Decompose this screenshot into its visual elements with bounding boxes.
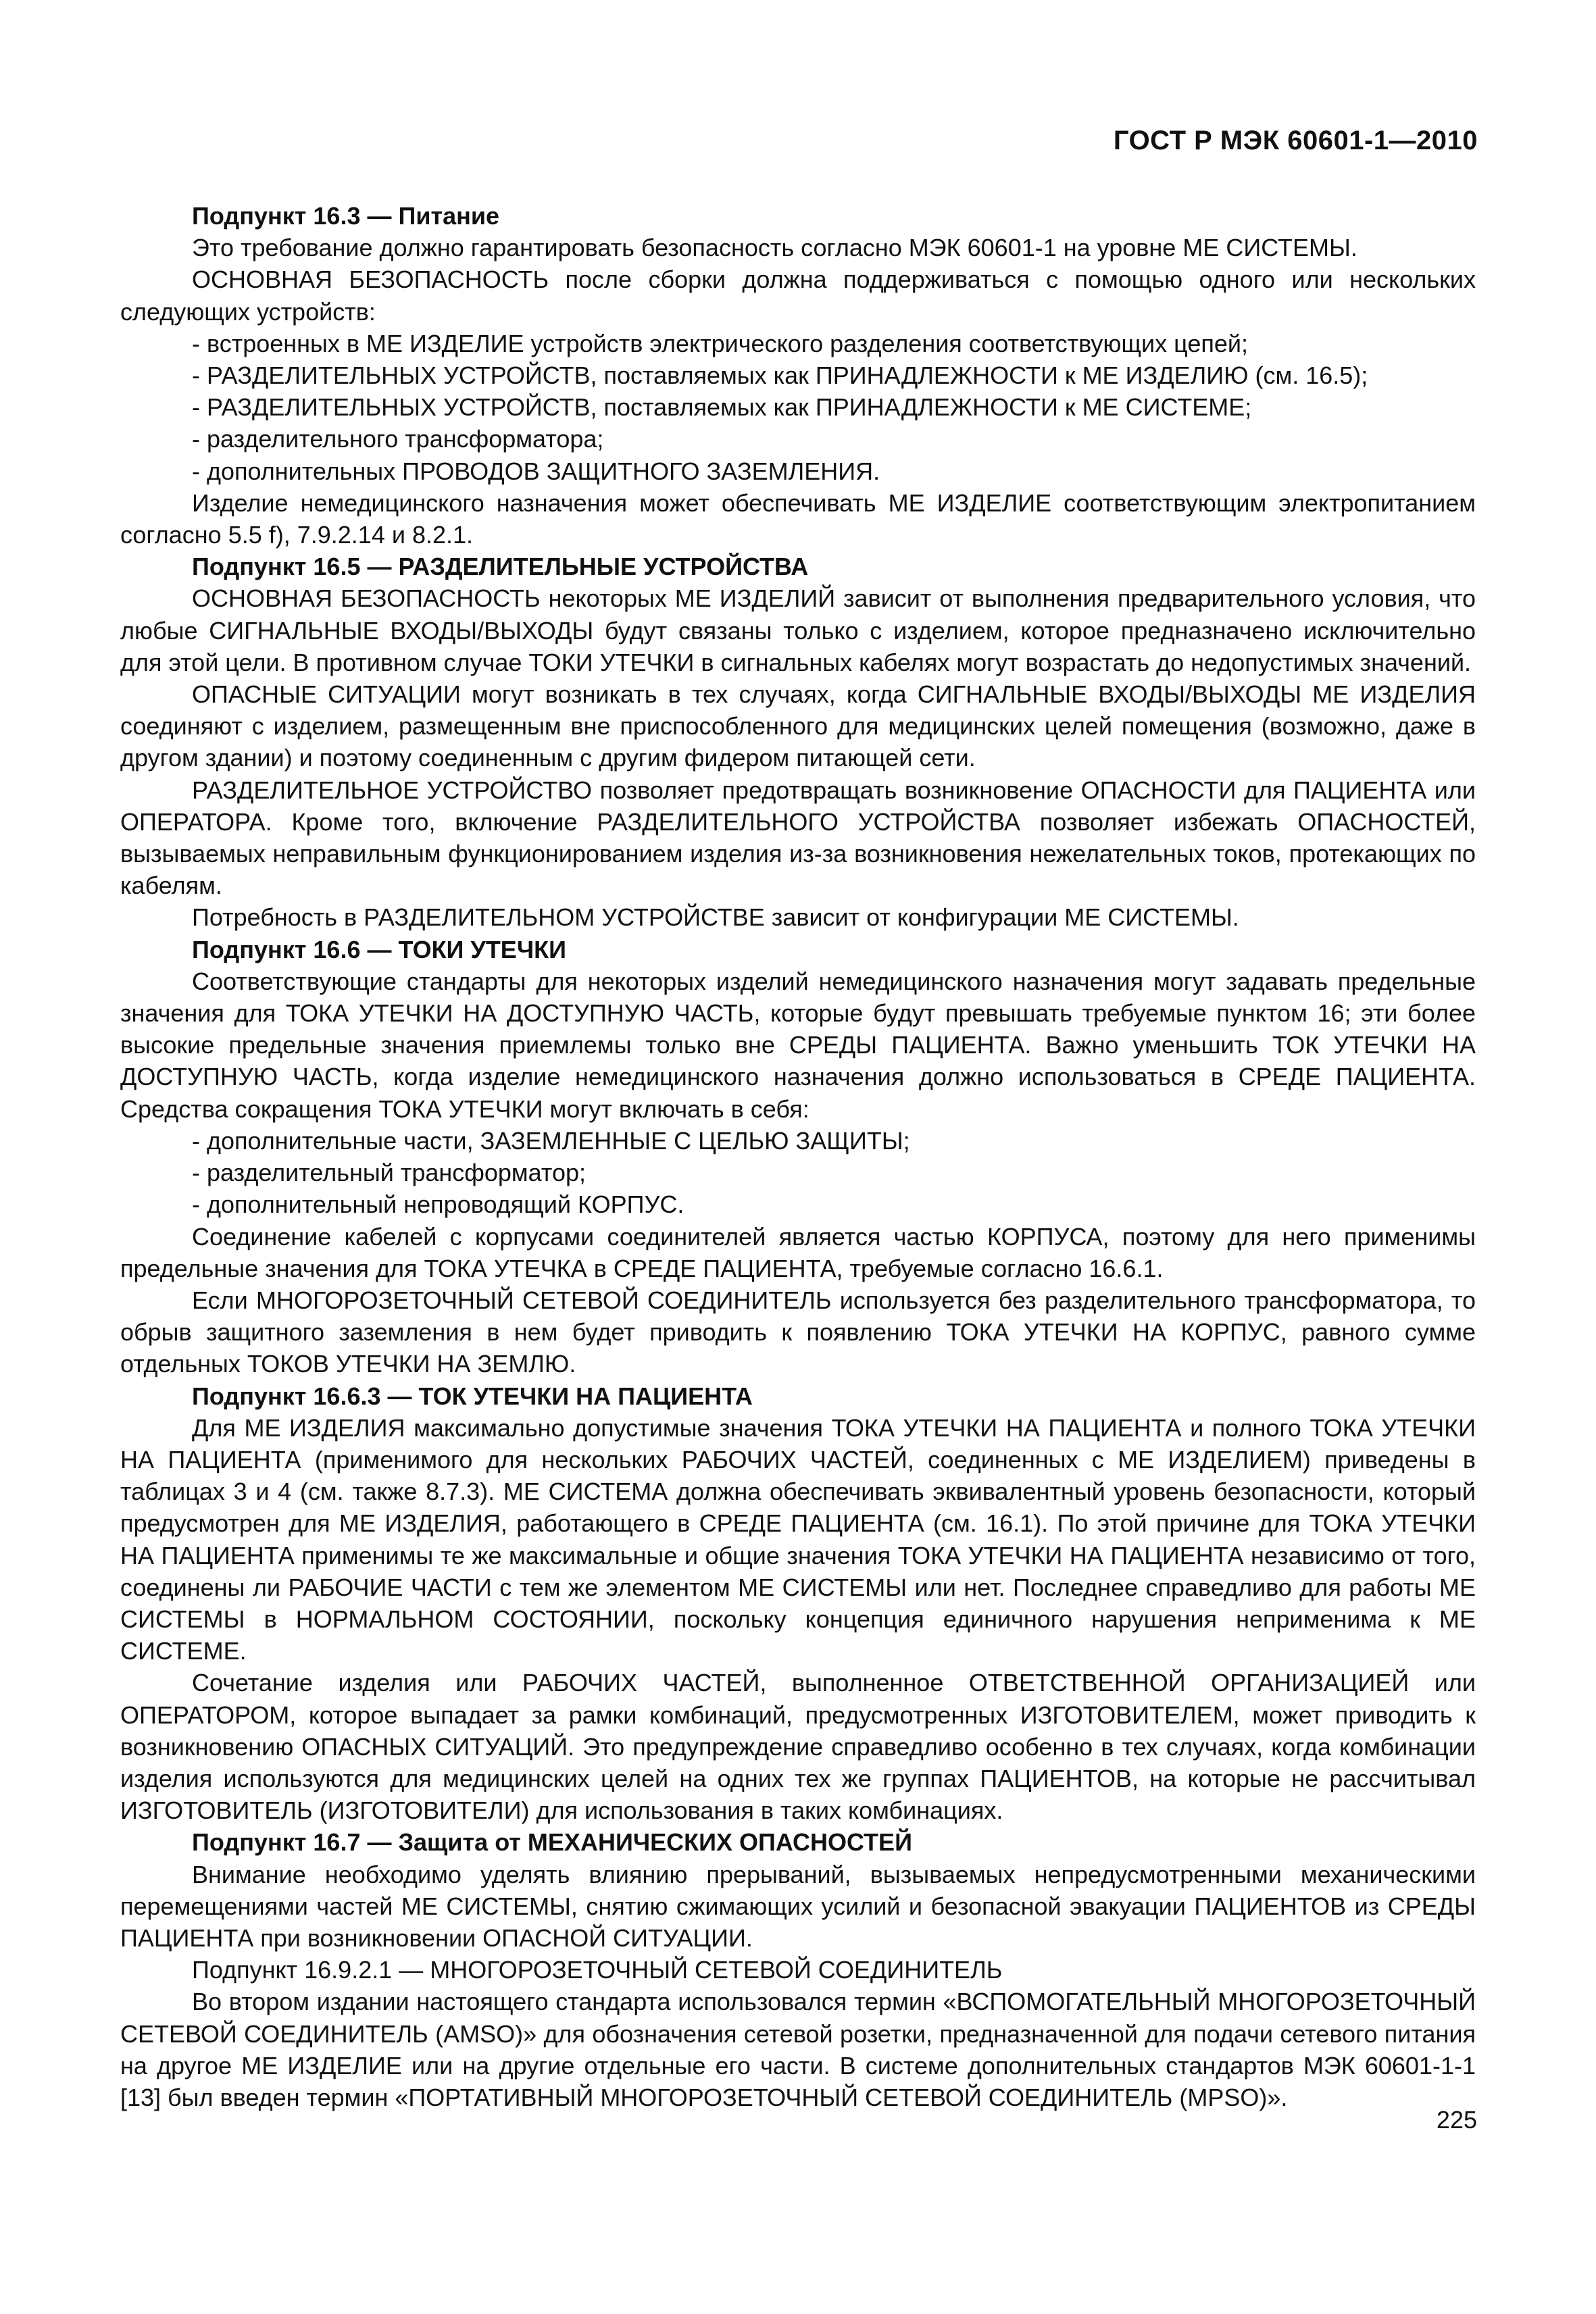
paragraph: Потребность в РАЗДЕЛИТЕЛЬНОМ УСТРОЙСТВЕ зависит от конфигурации МЕ СИСТЕМЫ.: [192, 903, 1239, 932]
document-body: [120, 200, 1476, 2113]
section-heading: Подпункт 16.3 — Питание: [192, 202, 500, 230]
document-header: ГОСТ Р МЭК 60601-1—2010: [1113, 126, 1478, 155]
paragraph: ОСНОВНАЯ БЕЗОПАСНОСТЬ некоторых МЕ ИЗДЕЛИЙ зависит от выполнения предварительного условия, что любые СИГНАЛЬНЫЕ ВХОДЫ/ВЫХОДЫ будут связаны только с изделием, которое предназначено исключительно для этой цели. В противном случае ТОКИ УТЕЧКИ в сигнальных кабелях могут возрастать до недопустимых значений.: [120, 584, 1476, 676]
paragraph: Соединение кабелей с корпусами соединителей является частью КОРПУСА, поэтому для него применимы предельные значения для ТОКА УТЕЧКА в СРЕДЕ ПАЦИЕНТА, требуемые согласно 16.6.1.: [120, 1222, 1476, 1282]
page-number: 225: [1436, 2106, 1477, 2134]
list-item: - дополнительных ПРОВОДОВ ЗАЩИТНОГО ЗАЗЕМЛЕНИЯ.: [192, 457, 880, 485]
paragraph: Если МНОГОРОЗЕТОЧНЫЙ СЕТЕВОЙ СОЕДИНИТЕЛЬ используется без разделительного трансформатора, то обрыв защитного заземления в нем будет приводить к появлению ТОКА УТЕЧКИ НА КОРПУС, равного сумме отдельных ТОКОВ УТЕЧКИ НА ЗЕМЛЮ.: [120, 1286, 1476, 1378]
section-heading: Подпункт 16.6.3 — ТОК УТЕЧКИ НА ПАЦИЕНТА: [192, 1382, 753, 1410]
list-item: - РАЗДЕЛИТЕЛЬНЫХ УСТРОЙСТВ, поставляемых как ПРИНАДЛЕЖНОСТИ к МЕ ИЗДЕЛИЮ (см. 16.5);: [192, 361, 1368, 390]
paragraph: Изделие немедицинского назначения может обеспечивать МЕ ИЗДЕЛИЕ соответствующим электропитанием согласно 5.5 f), 7.9.2.14 и 8.2.1.: [120, 488, 1476, 549]
section-heading: Подпункт 16.6 — ТОКИ УТЕЧКИ: [192, 935, 566, 963]
paragraph: ОПАСНЫЕ СИТУАЦИИ могут возникать в тех случаях, когда СИГНАЛЬНЫЕ ВХОДЫ/ВЫХОДЫ МЕ ИЗДЕЛИЯ соединяют с изделием, размещенным вне приспособленного для медицинских целей помещения (возможно, даже в другом здании) и поэтому соединенным с другим фидером питающей сети.: [120, 680, 1476, 772]
subsection-title: Подпункт 16.9.2.1 — МНОГОРОЗЕТОЧНЫЙ СЕТЕВОЙ СОЕДИНИТЕЛЬ: [192, 1956, 1003, 1984]
paragraph: РАЗДЕЛИТЕЛЬНОЕ УСТРОЙСТВО позволяет предотвращать возникновение ОПАСНОСТИ для ПАЦИЕНТА или ОПЕРАТОРА. Кроме того, включение РАЗДЕЛИТЕЛЬНОГО УСТРОЙСТВА позволяет избежать ОПАСНОСТЕЙ, вызываемых неправильным функционированием изделия из-за возникновения нежелательных токов, протекающих по кабелям.: [120, 776, 1476, 900]
section-heading: Подпункт 16.5 — РАЗДЕЛИТЕЛЬНЫЕ УСТРОЙСТВА: [192, 553, 809, 581]
list-item: - разделительного трансформатора;: [192, 425, 604, 453]
paragraph: ОСНОВНАЯ БЕЗОПАСНОСТЬ после сборки должна поддерживаться с помощью одного или нескольких следующих устройств:: [120, 266, 1476, 326]
paragraph: Внимание необходимо уделять влиянию прерываний, вызываемых непредусмотренными механическими перемещениями частей МЕ СИСТЕМЫ, снятию сжимающих усилий и безопасной эвакуации ПАЦИЕНТОВ из СРЕДЫ ПАЦИЕНТА при возникновении ОПАСНОЙ СИТУАЦИИ.: [120, 1860, 1476, 1952]
section-heading: Подпункт 16.7 — Защита от МЕХАНИЧЕСКИХ ОПАСНОСТЕЙ: [192, 1828, 912, 1857]
paragraph: Это требование должно гарантировать безопасность согласно МЭК 60601-1 на уровне МЕ СИСТЕМЫ.: [192, 234, 1357, 262]
paragraph: Сочетание изделия или РАБОЧИХ ЧАСТЕЙ, выполненное ОТВЕТСТВЕННОЙ ОРГАНИЗАЦИЕЙ или ОПЕРАТОРОМ, которое выпадает за рамки комбинаций, предусмотренных ИЗГОТОВИТЕЛЕМ, может приводить к возникновению ОПАСНЫХ СИТУАЦИЙ. Это предупреждение справедливо особенно в тех случаях, когда комбинации изделия используются для медицинских целей на одних тех же группах ПАЦИЕНТОВ, на которые не рассчитывал ИЗГОТОВИТЕЛЬ (ИЗГОТОВИТЕЛИ) для использования в таких комбинациях.: [120, 1669, 1476, 1825]
paragraph: Во втором издании настоящего стандарта использовался термин «ВСПОМОГАТЕЛЬНЫЙ МНОГОРОЗЕТОЧНЫЙ СЕТЕВОЙ СОЕДИНИТЕЛЬ (AMSO)» для обозначения сетевой розетки, предназначенной для подачи сетевого питания на другое МЕ ИЗДЕЛИЕ или на другие отдельные его части. В системе дополнительных стандартов МЭК 60601-1-1 [13] был введен термин «ПОРТАТИВНЫЙ МНОГОРОЗЕТОЧНЫЙ СЕТЕВОЙ СОЕДИНИТЕЛЬ (MPSO)».: [120, 1988, 1476, 2111]
list-item: - разделительный трансформатор;: [192, 1159, 587, 1187]
paragraph: Для МЕ ИЗДЕЛИЯ максимально допустимые значения ТОКА УТЕЧКИ НА ПАЦИЕНТА и полного ТОКА УТЕЧКИ НА ПАЦИЕНТА (применимого для нескольких РАБОЧИХ ЧАСТЕЙ, соединенных с МЕ ИЗДЕЛИЕМ) приведены в таблицах 3 и 4 (см. также 8.7.3). МЕ СИСТЕМА должна обеспечивать эквивалентный уровень безопасности, который предусмотрен для МЕ ИЗДЕЛИЯ, работающего в СРЕДЕ ПАЦИЕНТА (см. 16.1). По этой причине для ТОКА УТЕЧКИ НА ПАЦИЕНТА применимы те же максимальные и общие значения ТОКА УТЕЧКИ НА ПАЦИЕНТА независимо от того, соединены ли РАБОЧИЕ ЧАСТИ с тем же элементом МЕ СИСТЕМЫ или нет. Последнее справедливо для работы МЕ СИСТЕМЫ в НОРМАЛЬНОМ СОСТОЯНИИ, поскольку концепция единичного нарушения неприменима к МЕ СИСТЕМЕ.: [120, 1413, 1476, 1665]
list-item: - дополнительный непроводящий КОРПУС.: [192, 1190, 684, 1219]
list-item: - встроенных в МЕ ИЗДЕЛИЕ устройств электрического разделения соответствующих цепей;: [192, 329, 1248, 357]
paragraph: Соответствующие стандарты для некоторых изделий немедицинского назначения могут задавать предельные значения для ТОКА УТЕЧКИ НА ДОСТУПНУЮ ЧАСТЬ, которые будут превышать требуемые пунктом 16; эти более высокие предельные значения приемлемы только вне СРЕДЫ ПАЦИЕНТА. Важно уменьшить ТОК УТЕЧКИ НА ДОСТУПНУЮ ЧАСТЬ, когда изделие немедицинского назначения должно использоваться в СРЕДЕ ПАЦИЕНТА. Средства сокращения ТОКА УТЕЧКИ могут включать в себя:: [120, 967, 1476, 1123]
list-item: - РАЗДЕЛИТЕЛЬНЫХ УСТРОЙСТВ, поставляемых как ПРИНАДЛЕЖНОСТИ к МЕ СИСТЕМЕ;: [192, 393, 1252, 422]
list-item: - дополнительные части, ЗАЗЕМЛЕННЫЕ С ЦЕЛЬЮ ЗАЩИТЫ;: [192, 1126, 910, 1155]
